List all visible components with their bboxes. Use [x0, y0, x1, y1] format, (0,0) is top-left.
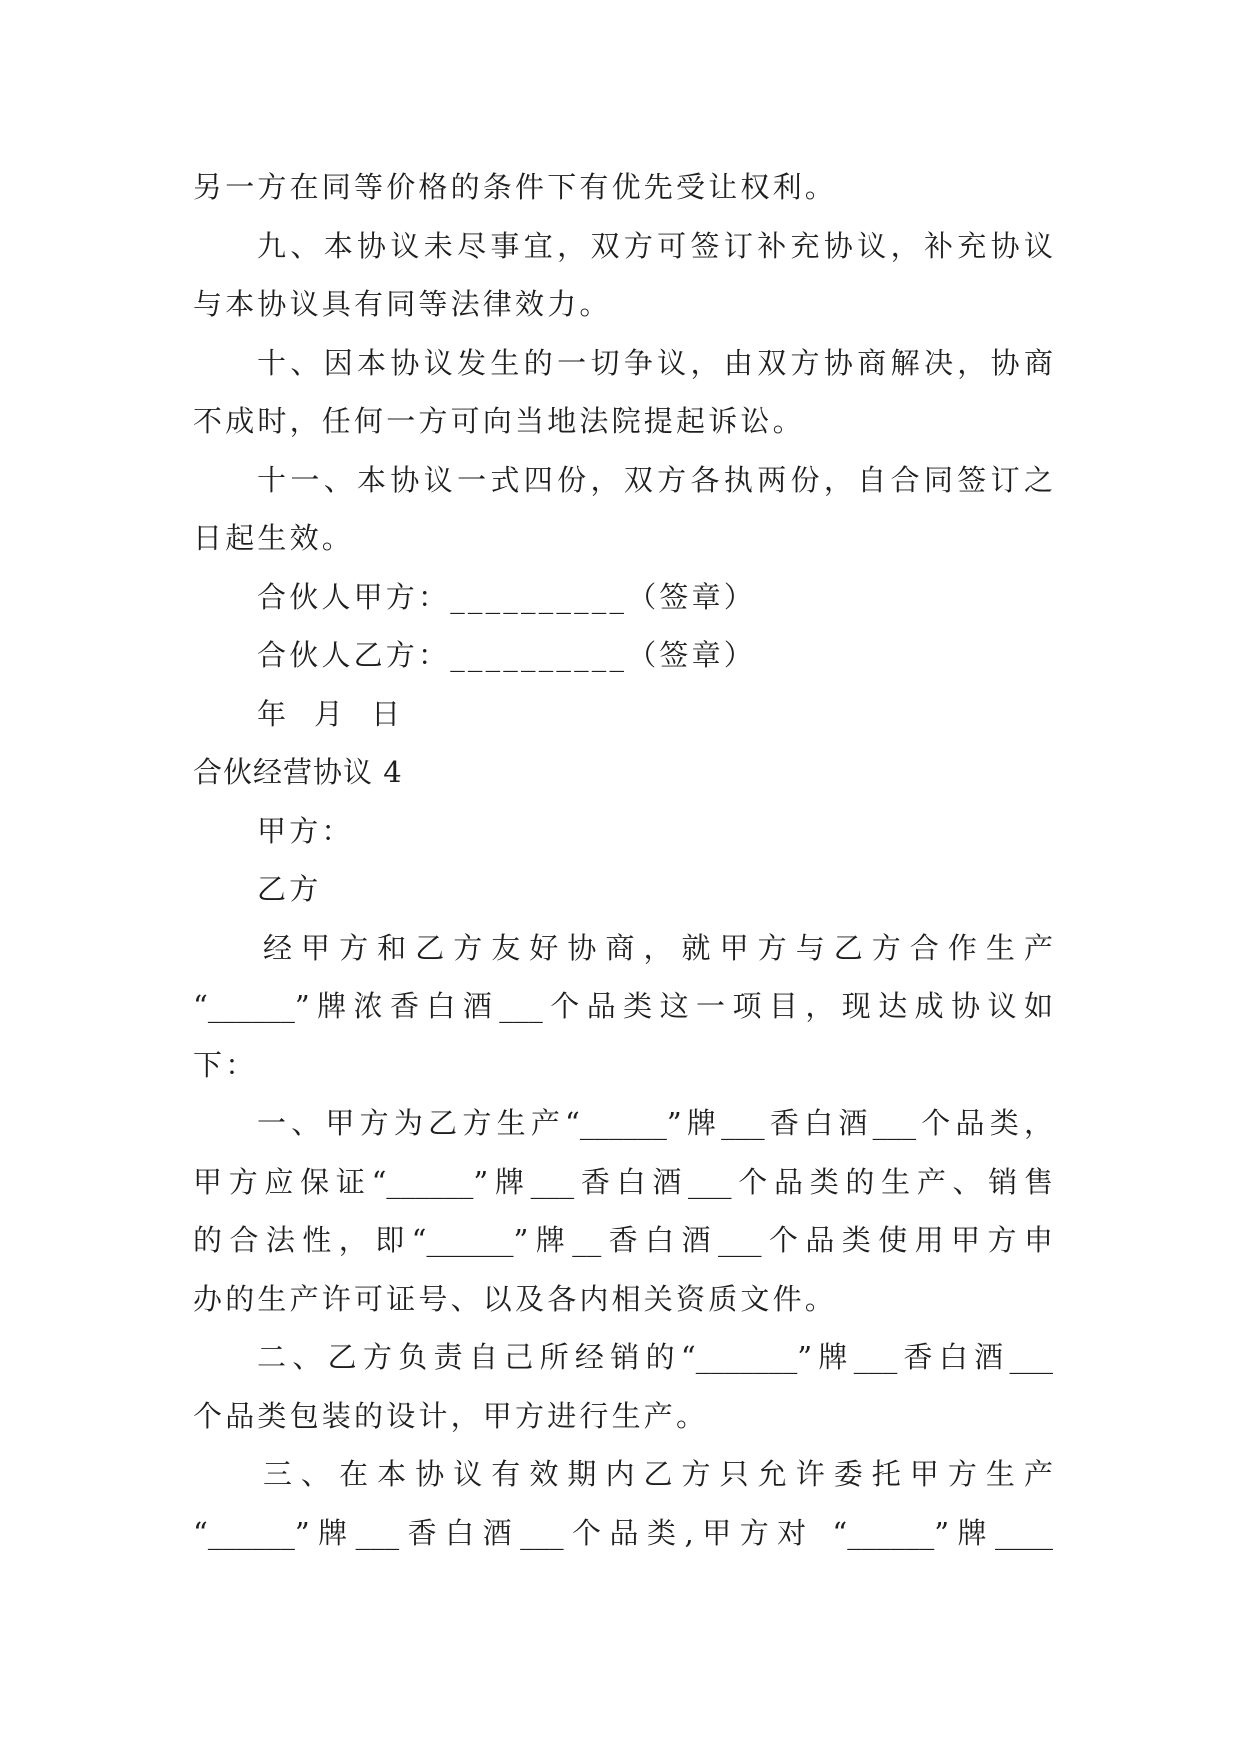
- text-line: 九、本协议未尽事宜，双方可签订补充协议，补充协议: [257, 228, 1053, 263]
- text-line: 甲方应保证“______”牌___香白酒___个品类的生产、销售: [193, 1164, 1053, 1199]
- signature-line-party-a: 合伙人甲方：__________（签章）: [257, 579, 757, 614]
- text-line: 下：: [193, 1047, 258, 1082]
- text-line: 十、因本协议发生的一切争议，由双方协商解决，协商: [257, 345, 1053, 380]
- text-line: 办的生产许可证号、以及各内相关资质文件。: [193, 1281, 838, 1316]
- text-line: 不成时，任何一方可向当地法院提起诉讼。: [193, 404, 805, 438]
- text-line: 十一、本协议一式四份，双方各执两份，自合同签订之: [257, 462, 1053, 497]
- signature-line-party-b: 合伙人乙方：__________（签章）: [257, 638, 757, 672]
- text-line: 另一方在同等价格的条件下有优先受让权利。: [193, 170, 838, 204]
- text-line: 日起生效。: [193, 521, 355, 555]
- text-line: 的合法性，即“______”牌__香白酒___个品类使用甲方申: [193, 1223, 1053, 1257]
- document-body: [193, 158, 1053, 1562]
- text-line: “______”牌___香白酒___个品类,甲方对 “______”牌____: [193, 1515, 1053, 1550]
- text-line: 一、甲方为乙方生产“______”牌___香白酒___个品类，: [257, 1106, 1053, 1140]
- party-a-label: 甲方：: [257, 813, 354, 848]
- date-line: 年 月 日: [257, 696, 404, 731]
- section-title: 合伙经营协议 4: [193, 755, 403, 789]
- text-line: 与本协议具有同等法律效力。: [193, 287, 612, 321]
- text-line: 二、乙方负责自己所经销的“_______”牌___香白酒___: [257, 1340, 1053, 1374]
- party-b-label: 乙方: [257, 872, 322, 906]
- text-line: 三、在本协议有效期内乙方只允许委托甲方生产: [263, 1457, 1053, 1491]
- text-line: 经甲方和乙方友好协商，就甲方与乙方合作生产: [263, 930, 1053, 965]
- text-line: 个品类包装的设计，甲方进行生产。: [193, 1398, 709, 1433]
- text-line: “______”牌浓香白酒___个品类这一项目，现达成协议如: [193, 989, 1053, 1023]
